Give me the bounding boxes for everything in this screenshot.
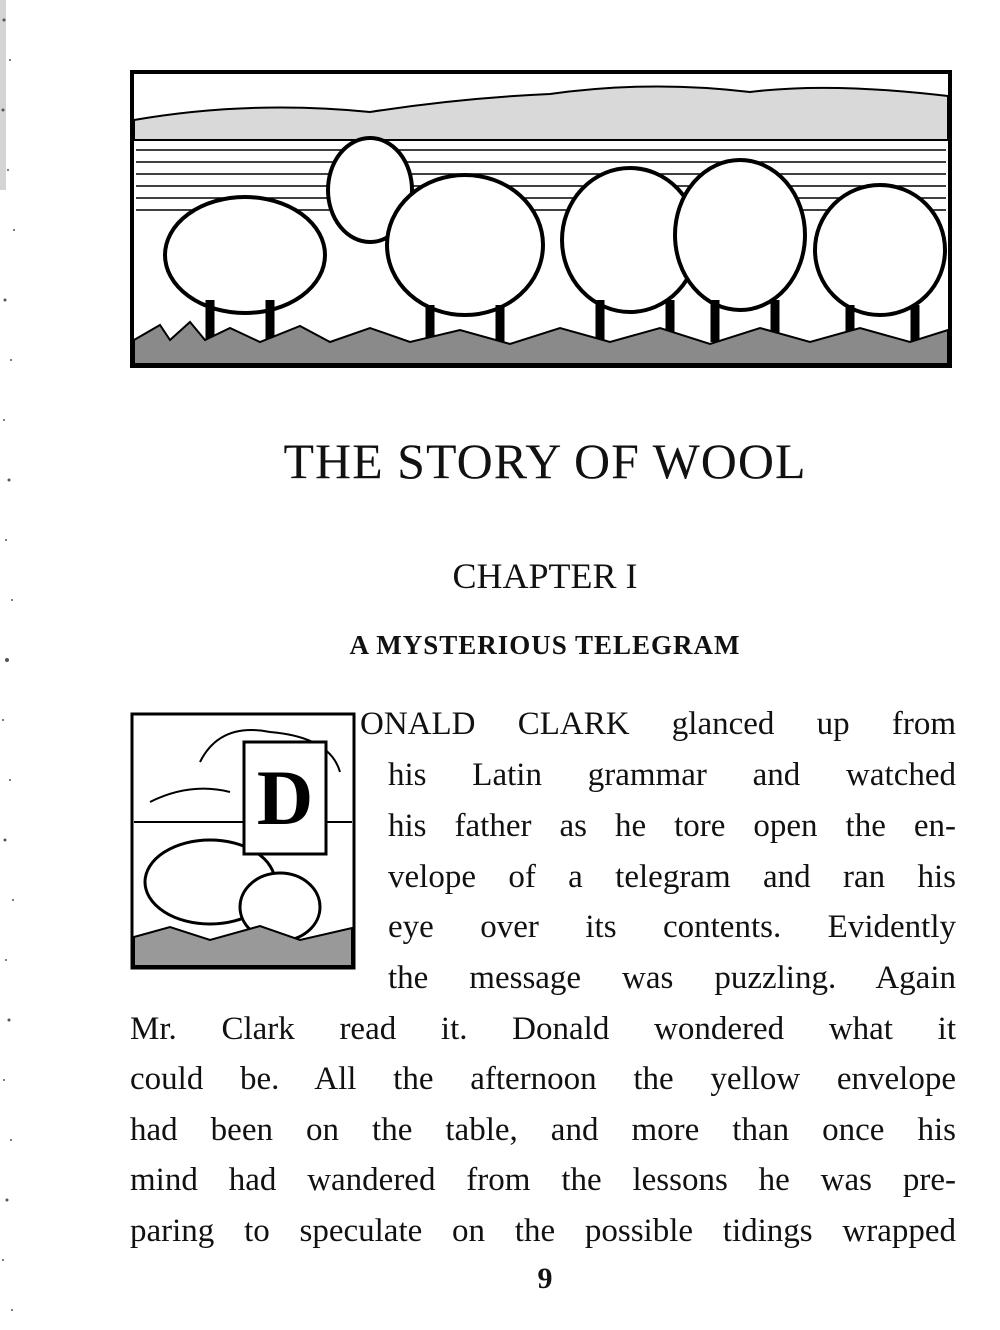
sheep (815, 185, 945, 315)
chapter-number: CHAPTER I (452, 556, 638, 596)
drop-cap-illustration (130, 712, 356, 970)
page-number: 9 (537, 1262, 553, 1295)
sheep (165, 197, 325, 313)
body-line: Mr. Clark read it. Donald wondered what it (130, 1011, 956, 1047)
body-line: velope of a telegram and ran his (388, 859, 956, 895)
body-line: his Latin grammar and watched (388, 757, 956, 793)
sheep-grazing-illustration (130, 70, 952, 368)
sheep (675, 160, 805, 310)
body-line: the message was puzzling. Again (388, 960, 956, 996)
page-gutter-speckle (0, 0, 34, 1330)
body-line: mind had wandered from the lessons he was pre- (130, 1162, 956, 1198)
drop-cap-letter: D (256, 754, 314, 841)
body-line: eye over its contents. Evidently (388, 909, 956, 945)
book-title: THE STORY OF WOOL (283, 433, 807, 489)
body-line: had been on the table, and more than once his (130, 1112, 956, 1148)
body-line: his father as he tore open the en- (388, 808, 956, 844)
sheep (387, 175, 543, 315)
body-line: ONALD CLARK glanced up from (360, 706, 956, 742)
body-line: paring to speculate on the possible tidings wrapped (130, 1213, 956, 1249)
body-line: could be. All the afternoon the yellow envelope (130, 1061, 956, 1097)
chapter-title: A MYSTERIOUS TELEGRAM (349, 630, 741, 660)
